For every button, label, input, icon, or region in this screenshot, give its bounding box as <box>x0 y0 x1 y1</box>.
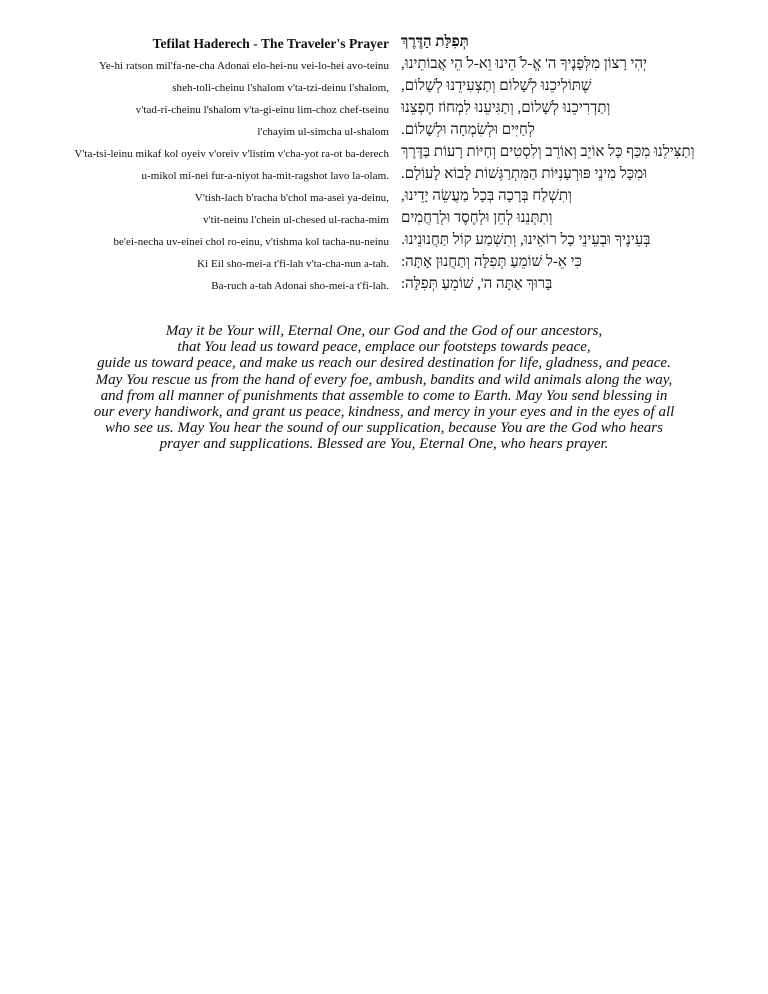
line-transliteration: Ki Eil sho-mei-a t'fi-lah v'ta-cha-nun a-tah. <box>197 258 389 270</box>
line-transliteration: u-mikol mi-nei fur-a-niyot ha-mit-ragshot lavo la-olam. <box>141 170 389 182</box>
translation-line: and from all manner of punishments that assemble to come to Earth. May You send blessing in <box>100 387 668 404</box>
line-transliteration: Ba-ruch a-tah Adonai sho-mei-a t'fi-lah. <box>211 280 389 292</box>
line-transliteration: V'ta-tsi-leinu mikaf kol oyeiv v'oreiv v'listim v'cha-yot ra-ot ba-derech <box>74 148 389 160</box>
prayer-line <box>0 144 768 166</box>
line-hebrew: וּמִכָּל מִינֵי פּוּרְעָנִיּוֹת הַמִּתְרַגְּשׁוֹת לָבוֹא לָעוֹלָם. <box>401 166 647 182</box>
line-transliteration: v'tad-ri-cheinu l'shalom v'ta-gi-einu lim-choz chef-tseinu <box>135 104 389 116</box>
prayer-text-columns <box>0 34 768 298</box>
prayer-line <box>0 276 768 298</box>
title-row <box>0 34 768 56</box>
line-hebrew: בְּעֵינֶיךָ וּבְעֵינֵי כָל רוֹאֵינוּ, וְתִשְׁמַע קוֹל תַּחֲנוּנֵינוּ. <box>401 232 651 248</box>
line-hebrew: וְתַדְרִיכֵנוּ לְשָׁלוֹם, וְתַגִּיעֵנוּ לִמְחוֹז חֶפְצֵנוּ <box>401 100 611 116</box>
translation-line: who see us. May You hear the sound of our supplication, because You are the God who hears <box>105 420 663 437</box>
line-transliteration: V'tish-lach b'racha b'chol ma-asei ya-deinu, <box>194 192 389 204</box>
line-hebrew: שֶׁתּוֹלִיכֵנוּ לְשָׁלוֹם וְתַצְעִידֵנוּ לְשָׁלוֹם, <box>401 78 592 94</box>
prayer-line <box>0 56 768 78</box>
prayer-line <box>0 122 768 144</box>
line-transliteration: l'chayim ul-simcha ul-shalom <box>257 126 389 138</box>
line-hebrew: לְחַיִּים וּלְשִׂמְחָה וּלְשָׁלוֹם. <box>401 122 535 138</box>
prayer-line <box>0 100 768 122</box>
line-transliteration: sheh-toli-cheinu l'shalom v'ta-tzi-deinu l'shalom, <box>172 82 389 94</box>
translation-line: our every handiwork, and grant us peace, kindness, and mercy in your eyes and in the eyes of all <box>93 404 675 421</box>
prayer-line <box>0 232 768 254</box>
line-hebrew: וְתִתְּנֵנוּ לְחֵן וּלְחֶסֶד וּלְרַחֲמִים <box>401 210 553 226</box>
translation-line: guide us toward peace, and make us reach our desired destination for life, gladness, and peace. <box>97 355 671 372</box>
translation-line: prayer and supplications. Blessed are You, Eternal One, who hears prayer. <box>159 436 609 453</box>
line-hebrew: יְהִי רָצוֹן מִלְּפָנֶיךָ ה' אֱ-לֹ הֵינוּ וֵא-לֹ הֵי אֲבוֹתֵינוּ, <box>401 56 647 72</box>
title-hebrew: תְּפִלַּת הַדֶּרֶךְ <box>401 34 469 50</box>
prayer-line <box>0 254 768 276</box>
translation-line: May it be Your will, Eternal One, our God and the God of our ancestors, <box>165 323 603 339</box>
title-transliteration: Tefilat Haderech - The Traveler's Prayer <box>152 36 389 51</box>
english-translation <box>60 323 708 453</box>
prayer-line <box>0 210 768 232</box>
line-transliteration: Ye-hi ratson mil'fa-ne-cha Adonai elo-hei-nu vei-lo-hei avo-teinu <box>98 60 389 72</box>
prayer-line <box>0 78 768 100</box>
line-hebrew: כִּי אֵ-ל שׁוֹמֵעַ תְּפִלָּה וְתַחֲנוּן אָתָּה: <box>401 254 582 270</box>
line-transliteration: v'tit-neinu l'chein ul-chesed ul-racha-mim <box>203 214 389 226</box>
line-transliteration: be'ei-necha uv-einei chol ro-einu, v'tishma kol tacha-nu-neinu <box>113 236 389 248</box>
prayer-line <box>0 166 768 188</box>
line-hebrew: וְתִשְׁלַח בְּרָכָה בְּכָל מַעֲשֵׂה יָדֵינוּ, <box>401 188 572 204</box>
translation-line: May You rescue us from the hand of every foe, ambush, bandits and wild animals along the way, <box>95 371 673 388</box>
line-hebrew: בָּרוּךְ אַתָּה ה', שׁוֹמֵעַ תְּפִלָּה: <box>401 276 553 292</box>
translation-line: that You lead us toward peace, emplace our footsteps towards peace, <box>177 339 591 356</box>
prayer-line <box>0 188 768 210</box>
line-hebrew: וְתַצִּילֵנוּ מִכַּף כָּל אוֹיֵב וְאוֹרֵב וְלִסְטִים וְחַיּוֹת רָעוֹת בַּדֶּרֶךְ <box>401 144 695 160</box>
